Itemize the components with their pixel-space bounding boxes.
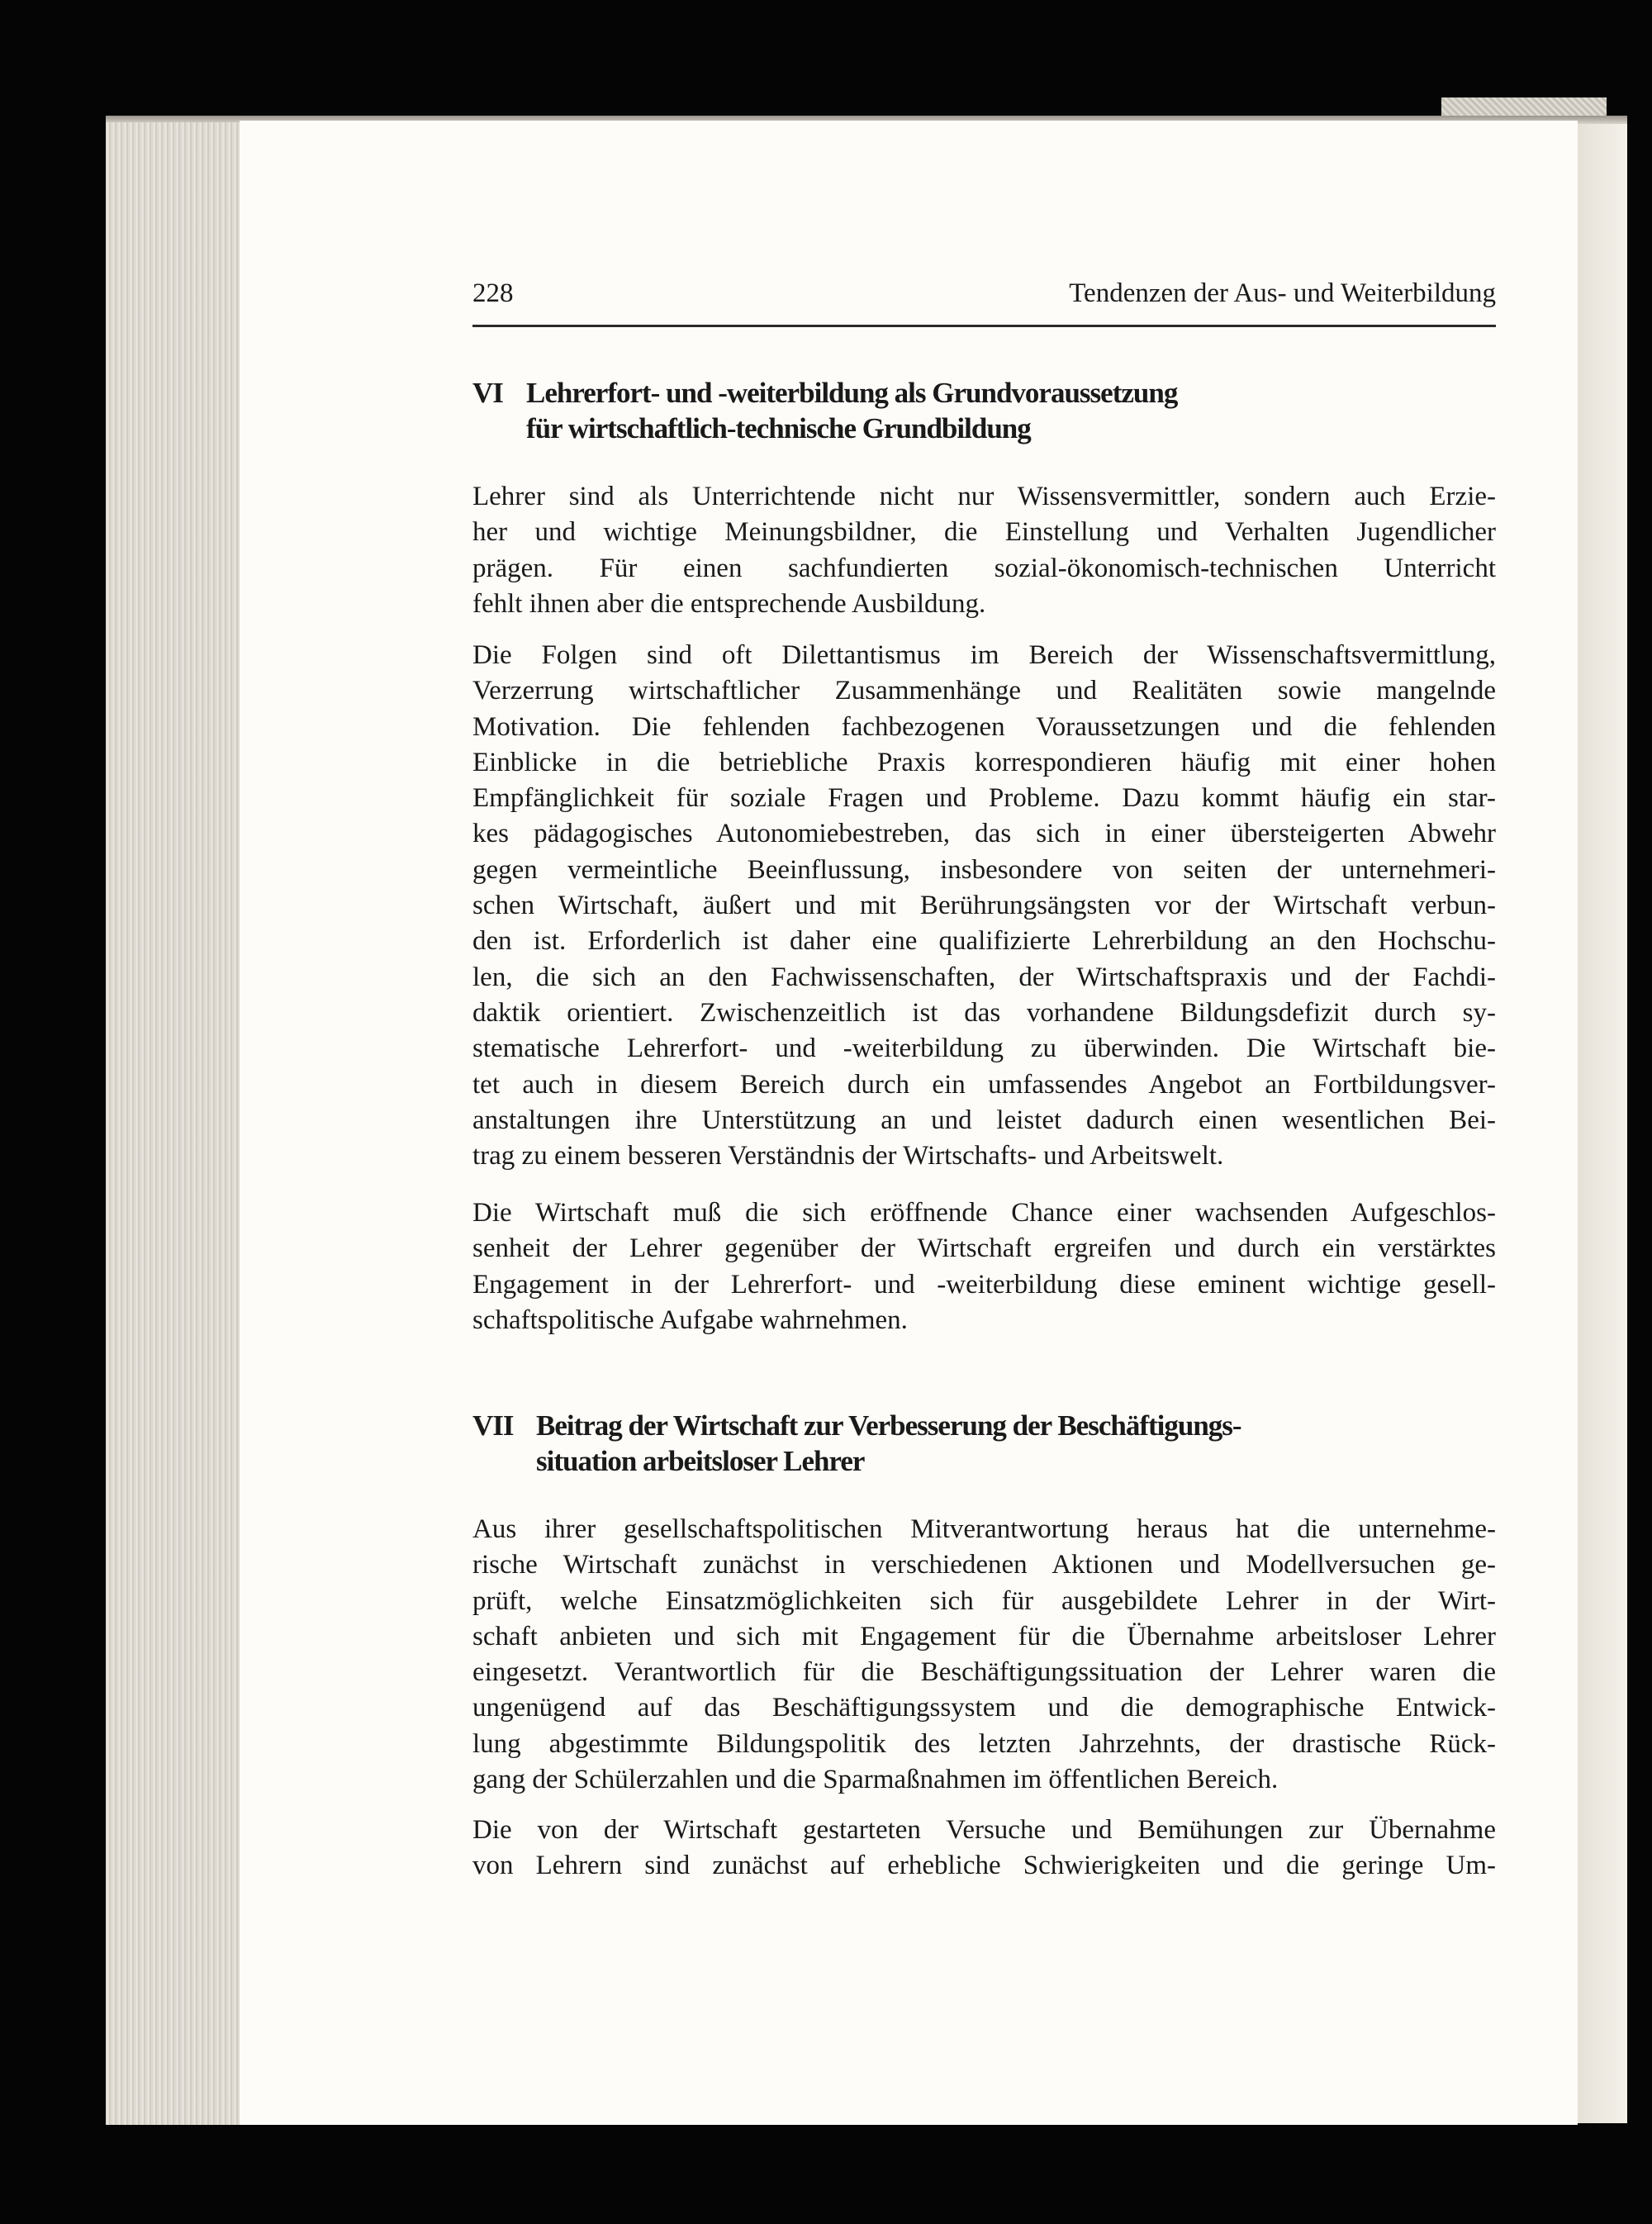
paragraph bbox=[472, 1195, 1496, 1338]
text-line: senheit der Lehrer gegenüber der Wirtschaft ergreifen und durch ein verstärktes bbox=[472, 1233, 1496, 1264]
section-number: VI bbox=[472, 377, 503, 409]
text-line: eingesetzt. Verantwortlich für die Beschäftigungssituation der Lehrer waren die bbox=[472, 1657, 1496, 1688]
text-line: Motivation. Die fehlenden fachbezogenen Voraussetzungen und die fehlenden bbox=[472, 711, 1496, 742]
section-number: VII bbox=[472, 1409, 514, 1442]
text-line: ungenügend auf das Beschäftigungssystem und die demographische Entwick- bbox=[472, 1693, 1496, 1723]
text-line: schen Wirtschaft, äußert und mit Berührungsängsten vor der Wirtschaft verbun- bbox=[472, 891, 1496, 921]
text-line: schaft anbieten und sich mit Engagement für die Übernahme arbeitsloser Lehrer bbox=[472, 1621, 1496, 1651]
text-line: her und wichtige Meinungsbildner, die Einstellung und Verhalten Jugendlicher bbox=[472, 517, 1496, 548]
heading-line: für wirtschaftlich-technische Grundbildung bbox=[526, 412, 1031, 444]
text-line: Einblicke in die betriebliche Praxis korrespondieren häufig mit einer hohen bbox=[472, 747, 1496, 777]
text-line: Aus ihrer gesellschaftspolitischen Mitverantwortung heraus hat die unternehme- bbox=[472, 1514, 1496, 1544]
running-header bbox=[472, 275, 1496, 311]
text-line: kes pädagogisches Autonomiebestreben, das sich in einer übersteigerten Abwehr bbox=[472, 819, 1496, 849]
text-line: prägen. Für einen sachfundierten sozial-ökonomisch-technischen Unterricht bbox=[472, 553, 1496, 583]
text-line: trag zu einem besseren Verständnis der Wirtschafts- und Arbeitswelt. bbox=[472, 1141, 1224, 1171]
text-line: Lehrer sind als Unterrichtende nicht nur Wissensvermittler, sondern auch Erzie- bbox=[472, 482, 1496, 511]
text-line: Engagement in der Lehrerfort- und -weiterbildung diese eminent wichtige gesell- bbox=[472, 1269, 1496, 1300]
text-line: tet auch in diesem Bereich durch ein umfassendes Angebot an Fortbildungsver- bbox=[472, 1069, 1496, 1100]
text-line: schaftspolitische Aufgabe wahrnehmen. bbox=[472, 1304, 908, 1335]
paragraph bbox=[472, 1512, 1496, 1798]
header-rule bbox=[472, 325, 1496, 327]
text-line: len, die sich an den Fachwissenschaften, der Wirtschaftspraxis und der Fachdi- bbox=[472, 962, 1496, 992]
heading-line: situation arbeitsloser Lehrer bbox=[536, 1445, 865, 1477]
paragraph bbox=[472, 479, 1496, 622]
text-line: Die von der Wirtschaft gestarteten Versuche und Bemühungen zur Übernahme bbox=[472, 1815, 1496, 1845]
facing-page-edge bbox=[1578, 124, 1627, 2123]
text-line: anstaltungen ihre Unterstützung an und leistet dadurch einen wesentlichen Bei- bbox=[472, 1105, 1496, 1135]
text-line: gang der Schülerzahlen und die Sparmaßnahmen im öffentlichen Bereich. bbox=[472, 1765, 1279, 1795]
paragraph bbox=[472, 1813, 1496, 1884]
text-line: Verzerrung wirtschaftlicher Zusammenhänge und Realitäten sowie mangelnde bbox=[472, 676, 1496, 706]
section-heading-vi bbox=[472, 375, 1496, 446]
text-line: von Lehrern sind zunächst auf erhebliche Schwierigkeiten und die geringe Um- bbox=[472, 1851, 1496, 1881]
text-line: gegen vermeintliche Beeinflussung, insbesondere von seiten der unternehmeri- bbox=[472, 854, 1496, 885]
text-line: rische Wirtschaft zunächst in verschiedenen Aktionen und Modellversuchen ge- bbox=[472, 1550, 1496, 1580]
text-line: fehlt ihnen aber die entsprechende Ausbildung. bbox=[472, 588, 986, 619]
text-line: prüft, welche Einsatzmöglichkeiten sich für ausgebildete Lehrer in der Wirt- bbox=[472, 1585, 1496, 1616]
text-line: stematische Lehrerfort- und -weiterbildung zu überwinden. Die Wirtschaft bie- bbox=[472, 1034, 1496, 1064]
text-line: lung abgestimmte Bildungspolitik des letzten Jahrzehnts, der drastische Rück- bbox=[472, 1728, 1496, 1759]
heading-line: Lehrerfort- und -weiterbildung als Grundvoraussetzung bbox=[526, 377, 1178, 409]
text-line: Die Wirtschaft muß die sich eröffnende Chance einer wachsenden Aufgeschlos- bbox=[472, 1198, 1496, 1228]
page-stack-edge bbox=[106, 122, 246, 2125]
running-title: Tendenzen der Aus- und Weiterbildung bbox=[1069, 278, 1496, 308]
text-line: daktik orientiert. Zwischenzeitlich ist das vorhandene Bildungsdefizit durch sy- bbox=[472, 997, 1496, 1028]
section-heading-vii bbox=[472, 1408, 1496, 1479]
heading-line: Beitrag der Wirtschaft zur Verbesserung der Beschäftigungs- bbox=[536, 1409, 1241, 1442]
text-line: den ist. Erforderlich ist daher eine qualifizierte Lehrerbildung an den Hochschu- bbox=[472, 926, 1496, 957]
paragraph bbox=[472, 638, 1496, 1174]
text-line: Die Folgen sind oft Dilettantismus im Bereich der Wissenschaftsvermittlung, bbox=[472, 640, 1496, 670]
text-line: Empfänglichkeit für soziale Fragen und Probleme. Dazu kommt häufig ein star- bbox=[472, 783, 1496, 814]
page-number: 228 bbox=[472, 278, 514, 308]
